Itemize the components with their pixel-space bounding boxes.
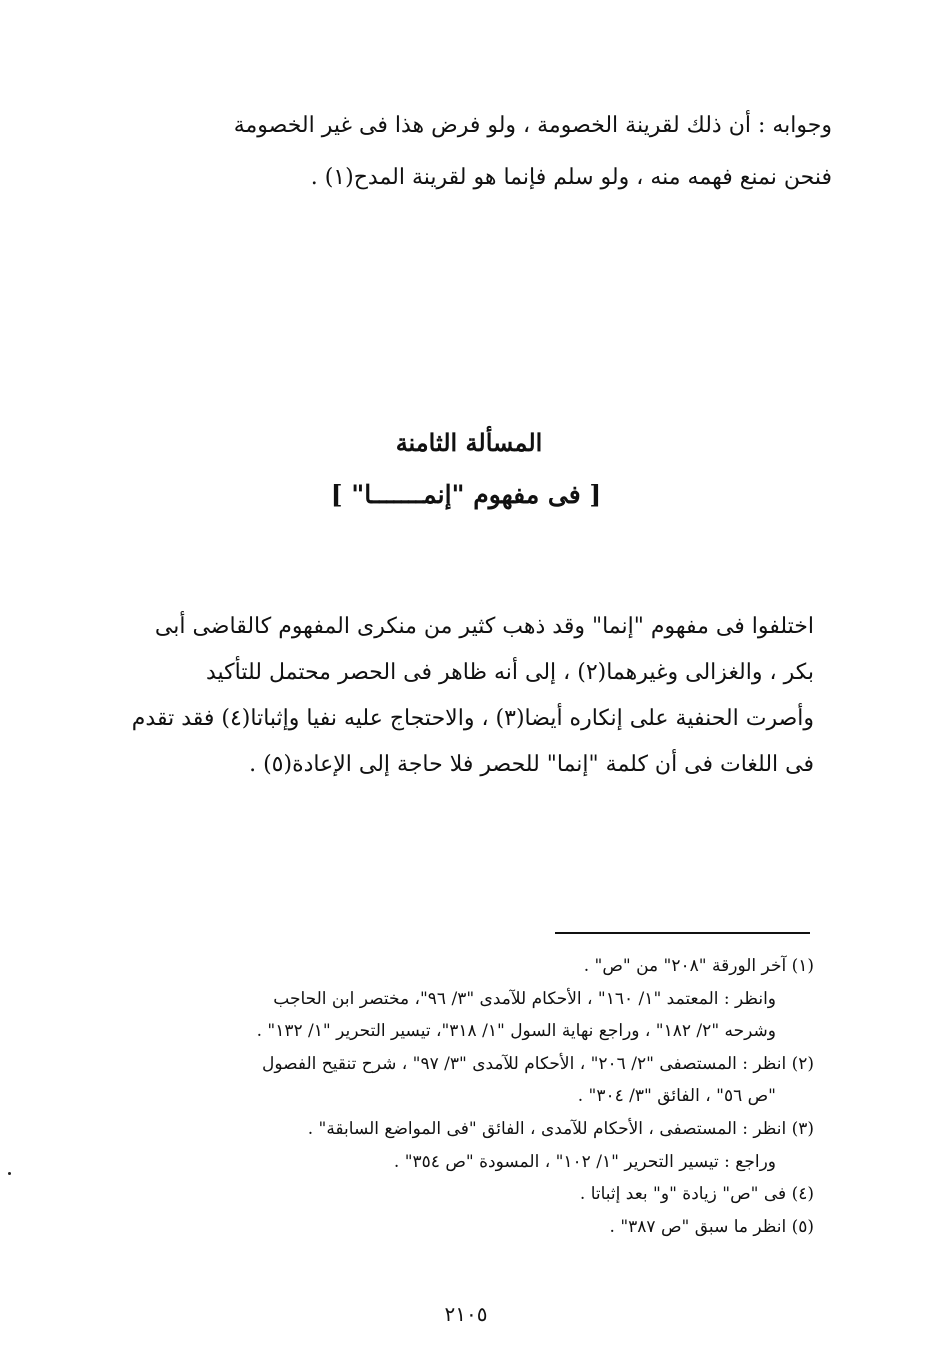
section-subtitle: [ فى مفهوم "إنمـــــــا" ] [330, 480, 602, 509]
footnote-1-cont: وشرحه "٢/ ١٨٢" ، وراجع نهاية السول "١/ ٣١٨"، تيسير التحرير "١/ ١٣٢" . [256, 1021, 776, 1042]
body-line: وأصرت الحنفية على إنكاره أيضا(٣) ، والاحتجاج عليه نفيا وإثباتا(٤) فقد تقدم [131, 706, 814, 731]
page-number: ٢١٠٥ [444, 1302, 488, 1326]
footnote-1-cont: وانظر : المعتمد "١/ ١٦٠" ، الأحكام للآمدى "٣/ ٩٦"، مختصر ابن الحاجب [273, 988, 776, 1009]
body-line: فى اللغات فى أن كلمة "إنما" للحصر فلا حاجة إلى الإعادة(٥) . [249, 752, 814, 777]
body-line: بكر ، والغزالى وغيرهما(٢) ، إلى أنه ظاهر فى الحصر محتمل للتأكيد [205, 660, 814, 685]
body-line: اختلفوا فى مفهوم "إنما" وقد ذهب كثير من منكرى المفهوم كالقاضى أبى [154, 614, 814, 639]
footnotes [94, 950, 814, 1243]
intro-paragraph [112, 100, 832, 204]
footnote-3-cont: وراجع : تيسير التحرير "١/ ١٠٢" ، المسودة "ص ٣٥٤" . [393, 1151, 776, 1172]
footnote-2-cont: "ص ٥٦" ، الفائق "٣/ ٣٠٤" . [577, 1086, 776, 1107]
footnote-4: (٤) فى "ص" زيادة "و" بعد إثباتا . [579, 1184, 814, 1205]
scan-speck [8, 1172, 11, 1175]
intro-line: وجوابه : أن ذلك لقرينة الخصومة ، ولو فرض هذا فى غير الخصومة [233, 113, 832, 138]
footnote-5: (٥) انظر ما سبق "ص ٣٨٧" . [609, 1216, 814, 1237]
footnote-3: (٣) انظر : المستصفى ، الأحكام للآمدى ، الفائق "فى المواضع السابقة" . [307, 1118, 814, 1139]
section-title: المسألة الثامنة [395, 428, 543, 457]
footnote-1: (١) آخر الورقة "٢٠٨" من "ص" . [583, 956, 814, 976]
body-paragraph [114, 604, 814, 788]
footnote-2: (٢) انظر : المستصفى "٢/ ٢٠٦" ، الأحكام للآمدى "٣/ ٩٧" ، شرح تنقيح الفصول [261, 1053, 814, 1074]
footnote-divider [555, 932, 810, 934]
intro-line: فنحن نمنع فهمه منه ، ولو سلم فإنما هو لقرينة المدح(١) . [310, 165, 832, 190]
